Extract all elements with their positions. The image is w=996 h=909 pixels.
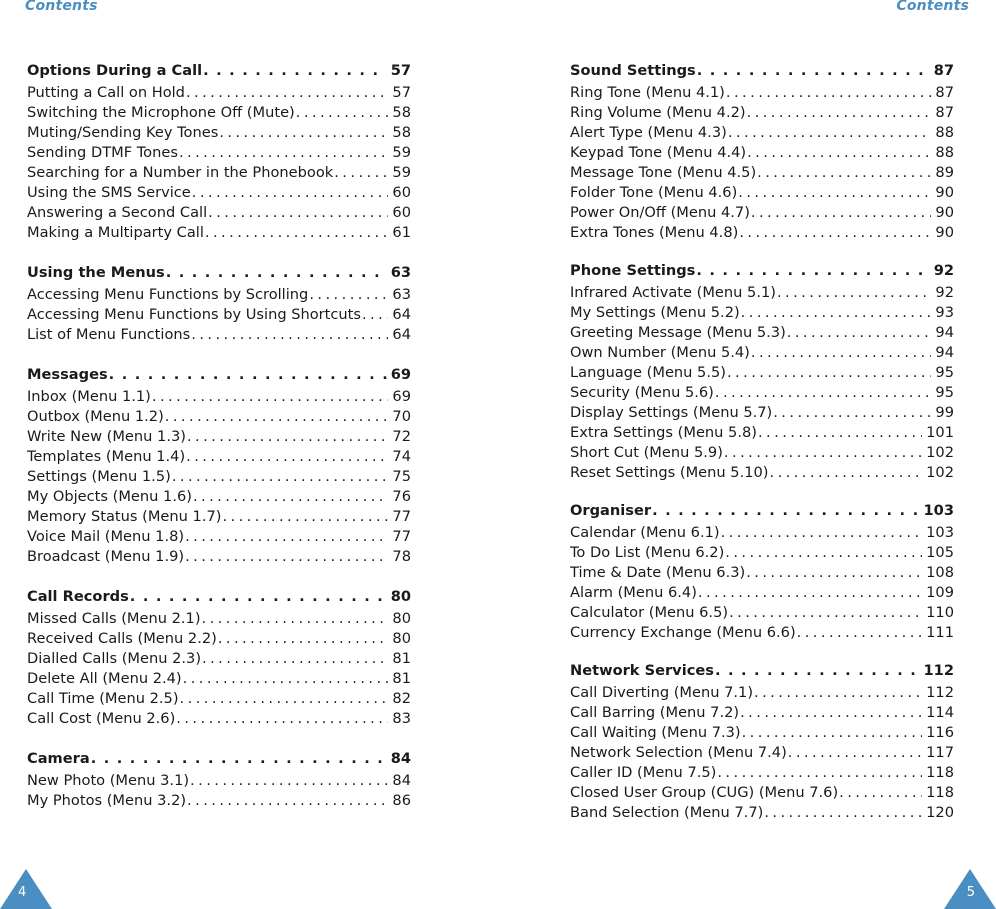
toc-entry-page: 82: [392, 690, 411, 707]
toc-entry-page: 92: [935, 284, 954, 301]
toc-entry[interactable]: [570, 523, 954, 543]
toc-entry-label: Infrared Activate (Menu 5.1): [570, 284, 776, 301]
toc-entry-page: 102: [926, 464, 954, 481]
toc-entry-label: Voice Mail (Menu 1.8): [27, 528, 185, 545]
dot-leader: [361, 305, 388, 325]
dot-leader: [164, 407, 389, 427]
toc-section-heading[interactable]: [27, 263, 411, 285]
dot-leader: [90, 749, 387, 769]
toc-entry-label: My Objects (Menu 1.6): [27, 488, 192, 505]
toc-entry[interactable]: [570, 703, 954, 723]
toc-entry-page: 117: [926, 744, 954, 761]
toc-entry-page: 72: [392, 428, 411, 445]
toc-entry[interactable]: [570, 143, 954, 163]
dot-leader: [179, 689, 389, 709]
toc-entry-label: Memory Status (Menu 1.7): [27, 508, 222, 525]
toc-entry-label: Greeting Message (Menu 5.3): [570, 324, 786, 341]
toc-section-heading-label: Sound Settings: [570, 62, 696, 79]
toc-entry-page: 109: [926, 584, 954, 601]
dot-leader: [165, 263, 387, 283]
dot-leader: [776, 283, 931, 303]
toc-entry-label: Call Diverting (Menu 7.1): [570, 684, 754, 701]
dot-leader: [763, 803, 922, 823]
toc-entry-label: Call Time (Menu 2.5): [27, 690, 179, 707]
dot-leader: [746, 103, 932, 123]
toc-entry-page: 84: [392, 772, 411, 789]
toc-entry-label: Currency Exchange (Menu 6.6): [570, 624, 796, 641]
toc-entry-page: 61: [392, 224, 411, 241]
toc-entry[interactable]: [570, 583, 954, 603]
toc-section-heading-label: Using the Menus: [27, 264, 165, 281]
toc-entry[interactable]: [570, 463, 954, 483]
toc-entry-label: Received Calls (Menu 2.2): [27, 630, 217, 647]
toc-entry[interactable]: [27, 447, 411, 467]
dot-leader: [218, 123, 388, 143]
dot-leader: [714, 661, 920, 681]
toc-right-column: [570, 61, 954, 841]
toc-entry[interactable]: [570, 83, 954, 103]
dot-leader: [201, 649, 388, 669]
toc-entry[interactable]: [570, 423, 954, 443]
toc-entry-label: Calculator (Menu 6.5): [570, 604, 729, 621]
toc-entry[interactable]: [27, 123, 411, 143]
toc-entry-page: 93: [935, 304, 954, 321]
toc-entry-page: 114: [926, 704, 954, 721]
toc-entry-page: 86: [392, 792, 411, 809]
toc-entry-label: Accessing Menu Functions by Using Shortcuts: [27, 306, 361, 323]
toc-entry-page: 110: [926, 604, 954, 621]
dot-leader: [190, 325, 388, 345]
toc-entry-page: 60: [392, 184, 411, 201]
toc-entry-page: 108: [926, 564, 954, 581]
toc-entry-page: 88: [935, 144, 954, 161]
toc-entry-label: Broadcast (Menu 1.9): [27, 548, 185, 565]
toc-entry[interactable]: [570, 763, 954, 783]
dot-leader: [186, 427, 388, 447]
dot-leader: [202, 61, 387, 81]
toc-entry[interactable]: [27, 527, 411, 547]
toc-entry-label: Missed Calls (Menu 2.1): [27, 610, 201, 627]
toc-entry[interactable]: [570, 123, 954, 143]
toc-entry-label: Dialled Calls (Menu 2.3): [27, 650, 202, 667]
toc-entry-label: Delete All (Menu 2.4): [27, 670, 182, 687]
toc-section-heading-page: 69: [390, 366, 411, 383]
toc-entry-label: Sending DTMF Tones: [27, 144, 178, 161]
toc-entry-page: 64: [392, 326, 411, 343]
dot-leader: [769, 463, 923, 483]
toc-entry-label: To Do List (Menu 6.2): [570, 544, 725, 561]
toc-entry[interactable]: [27, 649, 411, 669]
toc-entry-label: Folder Tone (Menu 4.6): [570, 184, 738, 201]
toc-entry-page: 120: [926, 804, 954, 821]
toc-entry[interactable]: [570, 723, 954, 743]
toc-entry-page: 94: [935, 344, 954, 361]
toc-entry-label: Keypad Tone (Menu 4.4): [570, 144, 747, 161]
toc-entry-page: 58: [392, 124, 411, 141]
toc-entry-page: 116: [926, 724, 954, 741]
toc-entry[interactable]: [27, 487, 411, 507]
toc-entry[interactable]: [27, 305, 411, 325]
toc-section: [570, 61, 954, 243]
toc-entry-label: My Settings (Menu 5.2): [570, 304, 740, 321]
toc-entry[interactable]: [27, 183, 411, 203]
dot-leader: [217, 629, 389, 649]
toc-left-column: [27, 61, 411, 831]
dot-leader: [108, 365, 387, 385]
header-title-right: Contents: [896, 0, 969, 14]
dot-leader: [745, 563, 922, 583]
toc-entry-page: 58: [392, 104, 411, 121]
toc-entry-page: 99: [935, 404, 954, 421]
dot-leader: [786, 323, 932, 343]
dot-leader: [207, 203, 388, 223]
toc-entry-label: Inbox (Menu 1.1): [27, 388, 151, 405]
toc-entry[interactable]: [27, 325, 411, 345]
toc-entry[interactable]: [27, 285, 411, 305]
toc-entry-label: New Photo (Menu 3.1): [27, 772, 190, 789]
toc-entry-label: Ring Volume (Menu 4.2): [570, 104, 746, 121]
dot-leader: [185, 83, 388, 103]
toc-entry[interactable]: [570, 743, 954, 763]
toc-entry-page: 63: [392, 286, 411, 303]
toc-entry[interactable]: [570, 163, 954, 183]
toc-entry[interactable]: [27, 771, 411, 791]
toc-entry-page: 88: [935, 124, 954, 141]
dot-leader: [171, 467, 389, 487]
toc-entry-page: 101: [926, 424, 954, 441]
toc-entry-label: Extra Settings (Menu 5.8): [570, 424, 757, 441]
toc-entry-label: Outbox (Menu 1.2): [27, 408, 164, 425]
dot-leader: [787, 743, 922, 763]
toc-entry-label: Ring Tone (Menu 4.1): [570, 84, 725, 101]
toc-entry-label: Settings (Menu 1.5): [27, 468, 171, 485]
toc-section-heading-label: Organiser: [570, 502, 652, 519]
toc-entry[interactable]: [570, 203, 954, 223]
toc-entry-label: My Photos (Menu 3.2): [27, 792, 187, 809]
toc-entry-label: Security (Menu 5.6): [570, 384, 714, 401]
toc-entry-page: 87: [935, 84, 954, 101]
toc-entry[interactable]: [570, 103, 954, 123]
dot-leader: [714, 383, 932, 403]
toc-entry-page: 102: [926, 444, 954, 461]
toc-entry-page: 64: [392, 306, 411, 323]
toc-entry[interactable]: [570, 803, 954, 823]
dot-leader: [185, 447, 388, 467]
toc-entry-page: 80: [392, 630, 411, 647]
toc-section: [570, 261, 954, 483]
toc-entry[interactable]: [27, 223, 411, 243]
toc-section-heading-label: Camera: [27, 750, 90, 767]
toc-entry[interactable]: [27, 103, 411, 123]
toc-section-heading[interactable]: [27, 587, 411, 609]
toc-entry-label: Write New (Menu 1.3): [27, 428, 186, 445]
dot-leader: [724, 543, 922, 563]
toc-entry-label: List of Menu Functions: [27, 326, 191, 343]
toc-entry-label: Alert Type (Menu 4.3): [570, 124, 727, 141]
dot-leader: [695, 261, 929, 281]
dot-leader: [720, 523, 923, 543]
dot-leader: [757, 423, 922, 443]
toc-entry-page: 78: [392, 548, 411, 565]
toc-entry[interactable]: [570, 783, 954, 803]
toc-section-heading[interactable]: [570, 261, 954, 283]
toc-entry-label: Making a Multiparty Call: [27, 224, 204, 241]
toc-entry-page: 89: [935, 164, 954, 181]
toc-entry-page: 95: [935, 364, 954, 381]
toc-entry-page: 83: [392, 710, 411, 727]
page-number-right: 5: [966, 885, 975, 900]
dot-leader: [295, 103, 389, 123]
dot-leader: [753, 683, 922, 703]
toc-section-heading[interactable]: [570, 501, 954, 523]
toc-entry[interactable]: [570, 563, 954, 583]
toc-entry-page: 103: [926, 524, 954, 541]
toc-entry[interactable]: [570, 683, 954, 703]
toc-section: [27, 587, 411, 729]
toc-entry[interactable]: [27, 387, 411, 407]
dot-leader: [737, 183, 931, 203]
dot-leader: [204, 223, 389, 243]
dot-leader: [739, 703, 922, 723]
toc-entry[interactable]: [570, 403, 954, 423]
toc-entry-label: Accessing Menu Functions by Scrolling: [27, 286, 309, 303]
dot-leader: [184, 547, 388, 567]
toc-entry-label: Templates (Menu 1.4): [27, 448, 186, 465]
toc-entry-page: 77: [392, 508, 411, 525]
toc-entry[interactable]: [27, 689, 411, 709]
toc-section: [570, 661, 954, 823]
toc-entry[interactable]: [570, 603, 954, 623]
toc-section-heading-page: 87: [933, 62, 954, 79]
toc-entry-label: Short Cut (Menu 5.9): [570, 444, 723, 461]
toc-entry-page: 59: [392, 144, 411, 161]
dot-leader: [756, 163, 931, 183]
dot-leader: [175, 709, 388, 729]
toc-entry-page: 105: [926, 544, 954, 561]
toc-entry-label: Caller ID (Menu 7.5): [570, 764, 717, 781]
toc-entry-label: Reset Settings (Menu 5.10): [570, 464, 769, 481]
toc-entry-page: 76: [392, 488, 411, 505]
toc-entry-page: 60: [392, 204, 411, 221]
toc-entry[interactable]: [27, 629, 411, 649]
dot-leader: [746, 143, 931, 163]
toc-section: [27, 749, 411, 811]
toc-section: [570, 501, 954, 643]
toc-entry-label: Time & Date (Menu 6.3): [570, 564, 746, 581]
page-number-left: 4: [18, 885, 27, 900]
toc-entry-label: Call Waiting (Menu 7.3): [570, 724, 741, 741]
dot-leader: [772, 403, 931, 423]
toc-entry[interactable]: [570, 623, 954, 643]
dot-leader: [191, 183, 389, 203]
dot-leader: [796, 623, 923, 643]
dot-leader: [723, 443, 922, 463]
toc-entry-page: 57: [392, 84, 411, 101]
dot-leader: [738, 223, 931, 243]
header-title-left: Contents: [25, 0, 98, 14]
toc-section-heading[interactable]: [570, 661, 954, 683]
dot-leader: [151, 387, 389, 407]
toc-entry[interactable]: [27, 143, 411, 163]
dot-leader: [129, 587, 387, 607]
dot-leader: [726, 363, 931, 383]
toc-entry[interactable]: [570, 183, 954, 203]
toc-entry-label: Language (Menu 5.5): [570, 364, 726, 381]
toc-entry-label: Extra Tones (Menu 4.8): [570, 224, 739, 241]
dot-leader: [333, 163, 388, 183]
dot-leader: [838, 783, 922, 803]
dot-leader: [727, 123, 932, 143]
toc-entry[interactable]: [27, 507, 411, 527]
toc-entry-page: 95: [935, 384, 954, 401]
dot-leader: [725, 83, 932, 103]
toc-section-heading[interactable]: [27, 365, 411, 387]
dot-leader: [750, 203, 932, 223]
toc-entry-label: Closed User Group (CUG) (Menu 7.6): [570, 784, 839, 801]
toc-entry-page: 77: [392, 528, 411, 545]
toc-entry[interactable]: [27, 83, 411, 103]
toc-entry-page: 90: [935, 224, 954, 241]
toc-entry-label: Call Cost (Menu 2.6): [27, 710, 176, 727]
dot-leader: [192, 487, 388, 507]
toc-entry-page: 70: [392, 408, 411, 425]
toc-entry-page: 111: [926, 624, 954, 641]
toc-entry-page: 112: [926, 684, 954, 701]
toc-entry-page: 74: [392, 448, 411, 465]
toc-entry[interactable]: [570, 223, 954, 243]
toc-section-heading-label: Messages: [27, 366, 108, 383]
toc-entry-label: Own Number (Menu 5.4): [570, 344, 750, 361]
toc-entry-label: Switching the Microphone Off (Mute): [27, 104, 295, 121]
dot-leader: [184, 527, 388, 547]
toc-entry-label: Putting a Call on Hold: [27, 84, 185, 101]
toc-section-heading-page: 112: [923, 662, 954, 679]
toc-section-heading-page: 80: [390, 588, 411, 605]
toc-section-heading-label: Phone Settings: [570, 262, 696, 279]
dot-leader: [741, 723, 923, 743]
dot-leader: [716, 763, 922, 783]
toc-entry-label: Muting/Sending Key Tones: [27, 124, 219, 141]
toc-section-heading-label: Call Records: [27, 588, 129, 605]
dot-leader: [697, 583, 922, 603]
dot-leader: [178, 143, 388, 163]
toc-entry[interactable]: [27, 669, 411, 689]
toc-entry-label: Network Selection (Menu 7.4): [570, 744, 787, 761]
toc-entry-label: Band Selection (Menu 7.7): [570, 804, 764, 821]
toc-entry[interactable]: [570, 343, 954, 363]
dot-leader: [740, 303, 932, 323]
toc-entry-label: Call Barring (Menu 7.2): [570, 704, 740, 721]
toc-entry-page: 80: [392, 610, 411, 627]
toc-section-heading-page: 103: [923, 502, 954, 519]
toc-entry[interactable]: [27, 609, 411, 629]
dot-leader: [728, 603, 922, 623]
toc-entry[interactable]: [27, 203, 411, 223]
toc-section-heading-page: 92: [933, 262, 954, 279]
toc-section-heading-label: Network Services: [570, 662, 714, 679]
dot-leader: [651, 501, 919, 521]
toc-entry[interactable]: [570, 323, 954, 343]
dot-leader: [186, 791, 388, 811]
toc-entry-page: 81: [392, 670, 411, 687]
toc-section-heading[interactable]: [27, 749, 411, 771]
toc-section: [27, 61, 411, 243]
toc-entry[interactable]: [27, 407, 411, 427]
toc-entry-label: Display Settings (Menu 5.7): [570, 404, 773, 421]
toc-entry-label: Message Tone (Menu 4.5): [570, 164, 757, 181]
toc-entry-label: Calendar (Menu 6.1): [570, 524, 720, 541]
toc-entry[interactable]: [27, 791, 411, 811]
toc-entry[interactable]: [570, 303, 954, 323]
toc-entry-label: Answering a Second Call: [27, 204, 208, 221]
toc-entry[interactable]: [570, 283, 954, 303]
toc-entry-label: Searching for a Number in the Phonebook: [27, 164, 334, 181]
dot-leader: [189, 771, 388, 791]
dot-leader: [308, 285, 388, 305]
toc-section-heading-page: 63: [390, 264, 411, 281]
toc-section-heading-page: 84: [390, 750, 411, 767]
toc-entry-page: 81: [392, 650, 411, 667]
toc-entry[interactable]: [570, 443, 954, 463]
toc-entry-page: 90: [935, 184, 954, 201]
toc-section-heading[interactable]: [570, 61, 954, 83]
toc-entry-page: 118: [926, 764, 954, 781]
toc-entry-label: Alarm (Menu 6.4): [570, 584, 697, 601]
toc-entry[interactable]: [570, 383, 954, 403]
toc-section-heading-page: 57: [390, 62, 411, 79]
toc-entry[interactable]: [27, 427, 411, 447]
toc-entry-page: 59: [392, 164, 411, 181]
toc-section: [27, 365, 411, 567]
toc-section: [27, 263, 411, 345]
toc-section-heading[interactable]: [27, 61, 411, 83]
toc-entry[interactable]: [27, 709, 411, 729]
dot-leader: [221, 507, 388, 527]
dot-leader: [696, 61, 930, 81]
toc-entry-page: 75: [392, 468, 411, 485]
dot-leader: [750, 343, 932, 363]
toc-entry-label: Using the SMS Service: [27, 184, 191, 201]
toc-entry-label: Power On/Off (Menu 4.7): [570, 204, 750, 221]
toc-entry[interactable]: [27, 547, 411, 567]
dot-leader: [182, 669, 389, 689]
toc-entry[interactable]: [570, 543, 954, 563]
toc-entry-page: 118: [926, 784, 954, 801]
toc-section-heading-label: Options During a Call: [27, 62, 203, 79]
toc-entry[interactable]: [570, 363, 954, 383]
toc-entry[interactable]: [27, 467, 411, 487]
dot-leader: [201, 609, 389, 629]
toc-entry-page: 90: [935, 204, 954, 221]
toc-entry[interactable]: [27, 163, 411, 183]
toc-entry-page: 69: [392, 388, 411, 405]
toc-entry-page: 94: [935, 324, 954, 341]
toc-entry-page: 87: [935, 104, 954, 121]
